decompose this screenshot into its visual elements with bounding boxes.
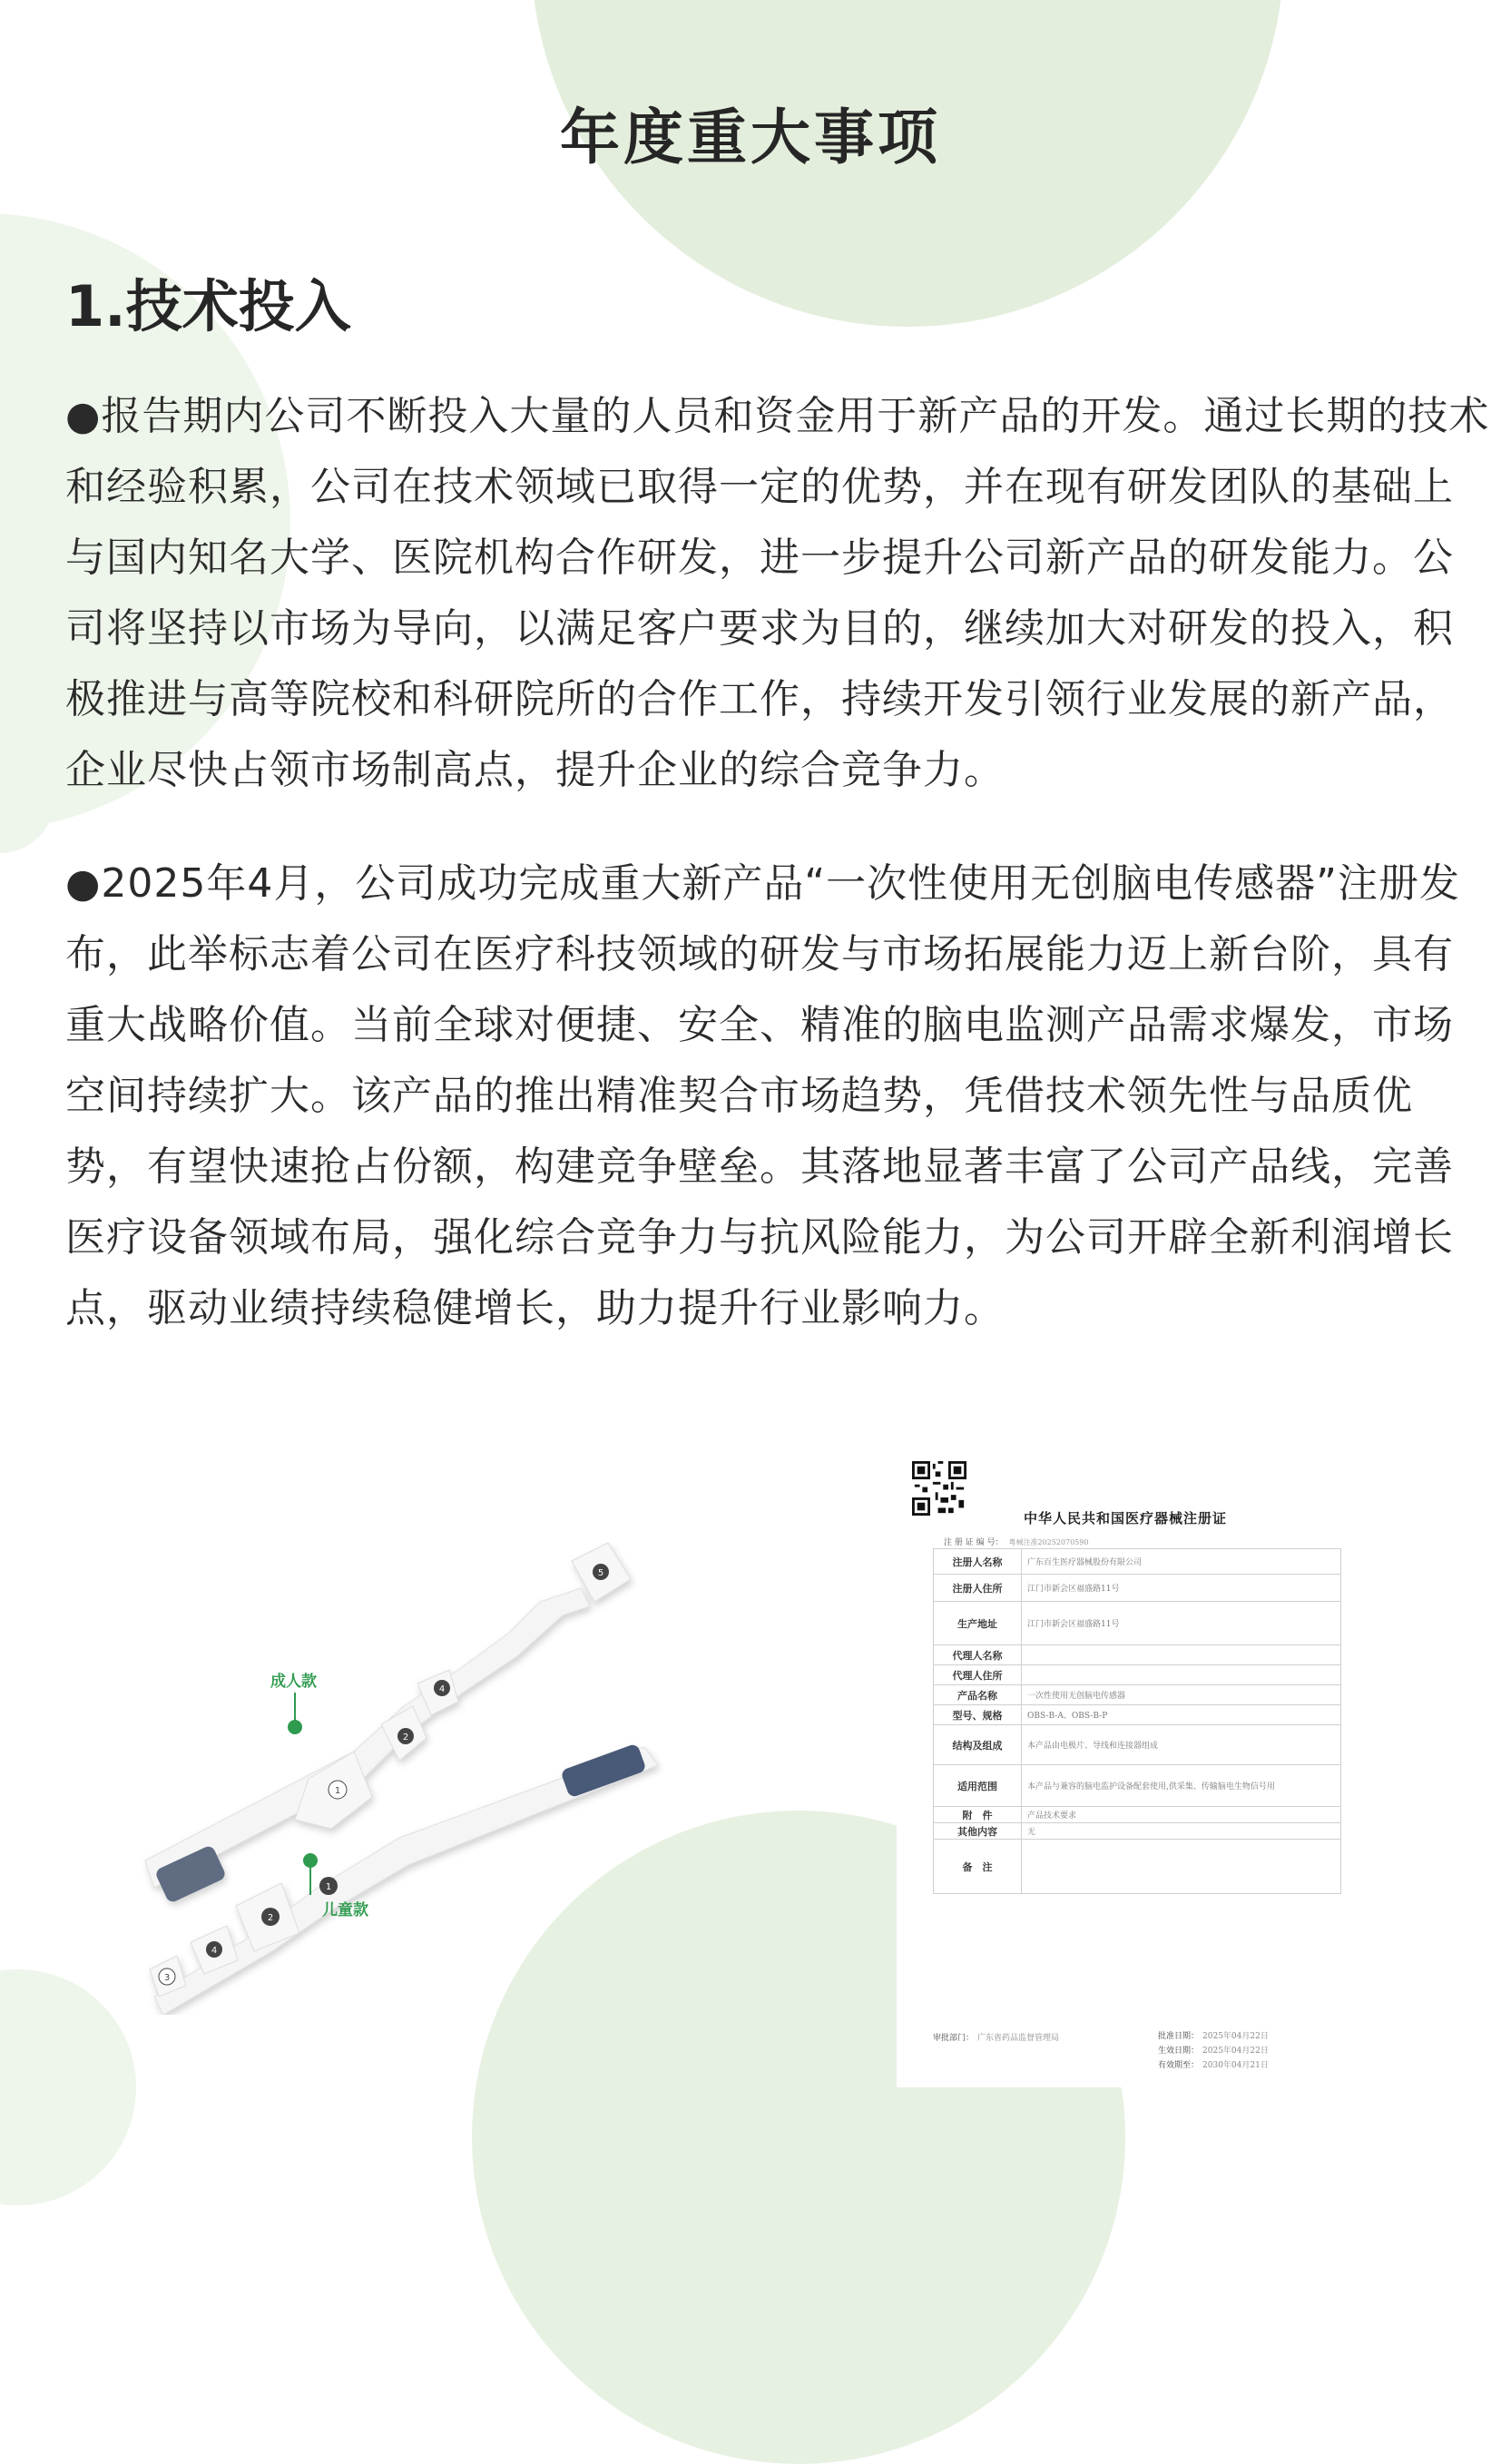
- table-row: 注册人名称 广东百生医疗器械股份有限公司: [934, 1549, 1341, 1575]
- certificate-approval-date: 批准日期： 2025年04月22日: [1158, 2032, 1269, 2041]
- qr-code-icon: [912, 1461, 966, 1516]
- paragraph-new-product: ●2025年4月，公司成功完成重大新产品“一次性使用无创脑电传感器”注册发布，此举标志着公司在医疗科技领域的研发与市场拓展能力迈上新台阶，具有重大战略价值。当前全球对便捷、安全、精准的脑电监测产品需求爆发，市场空间持续扩大。该产品的推出精准契合市场趋势，凭借技术领先性与品质优势，有望快速抢占份额，构建竞争壁垒。其落地显著丰富了公司产品线，完善医疗设备领域布局，强化综合竞争力与抗风险能力，为公司开辟全新利润增长点，驱动业绩持续稳健增长，助力提升行业影响力。: [65, 860, 1460, 1331]
- pad-number: 2: [267, 1913, 274, 1923]
- table-row: 适用范围 本产品与兼容的脑电监护设备配套使用,供采集、传输脑电生物信号用: [934, 1765, 1341, 1807]
- pad-number: 2: [402, 1733, 409, 1742]
- pad-number: 3: [163, 1973, 171, 1983]
- registration-certificate: [897, 1452, 1369, 2087]
- table-row: 代理人名称: [934, 1645, 1341, 1665]
- table-row: 生产地址 江门市新会区福盛路11号: [934, 1602, 1341, 1645]
- table-row: 备 注: [934, 1840, 1341, 1894]
- table-row: 产品名称 一次性使用无创脑电传感器: [934, 1685, 1341, 1705]
- table-row: 代理人住所: [934, 1665, 1341, 1685]
- table-row: 其他内容 无: [934, 1823, 1341, 1840]
- pad-number: 1: [334, 1786, 341, 1796]
- eeg-sensor-illustration: [136, 1507, 790, 2015]
- table-row: 附 件 产品技术要求: [934, 1807, 1341, 1823]
- pad-number: 4: [211, 1946, 218, 1956]
- table-row: 注册人住所 江门市新会区福盛路11号: [934, 1575, 1341, 1602]
- background-circle: [0, 1969, 136, 2205]
- table-row: 结构及组成 本产品由电极片、导线和连接器组成: [934, 1725, 1341, 1765]
- adult-label: 成人款: [270, 1673, 317, 1691]
- page-title: 年度重大事项: [560, 103, 941, 172]
- certificate-number: 注 册 证 编 号： 粤械注准20252070590: [944, 1538, 1089, 1547]
- pad-number: 1: [325, 1882, 332, 1892]
- child-marker-dot: [303, 1853, 318, 1868]
- certificate-table: [933, 1548, 1341, 1894]
- paragraph-rd-investment: ●报告期内公司不断投入大量的人员和资金用于新产品的开发。通过长期的技术和经验积累，公司在技术领域已取得一定的优势，并在现有研发团队的基础上与国内知名大学、医院机构合作研发，进一步提升公司新产品的研发能力。公司将坚持以市场为导向，以满足客户要求为目的，继续加大对研发的投入，积极推进与高等院校和科研院所的合作工作，持续开发引领行业发展的新产品，企业尽快占领市场制高点，提升企业的综合竞争力。: [65, 393, 1490, 793]
- section-heading: 1.技术投入: [65, 273, 351, 339]
- adult-marker-dot: [288, 1720, 302, 1734]
- child-label: 儿童款: [322, 1901, 368, 1919]
- pad-number: 4: [438, 1684, 446, 1694]
- pad-number: 5: [597, 1568, 604, 1578]
- child-sensor: [150, 1743, 658, 2015]
- table-row: 型号、规格 OBS-B-A、OBS-B-P: [934, 1705, 1341, 1725]
- certificate-authority: 审批部门： 广东省药品监督管理局: [933, 2034, 1060, 2043]
- certificate-effective-date: 生效日期： 2025年04月22日: [1158, 2047, 1269, 2056]
- certificate-title: 中华人民共和国医疗器械注册证: [1024, 1510, 1228, 1527]
- certificate-expiry-date: 有效期至： 2030年04月21日: [1158, 2061, 1269, 2070]
